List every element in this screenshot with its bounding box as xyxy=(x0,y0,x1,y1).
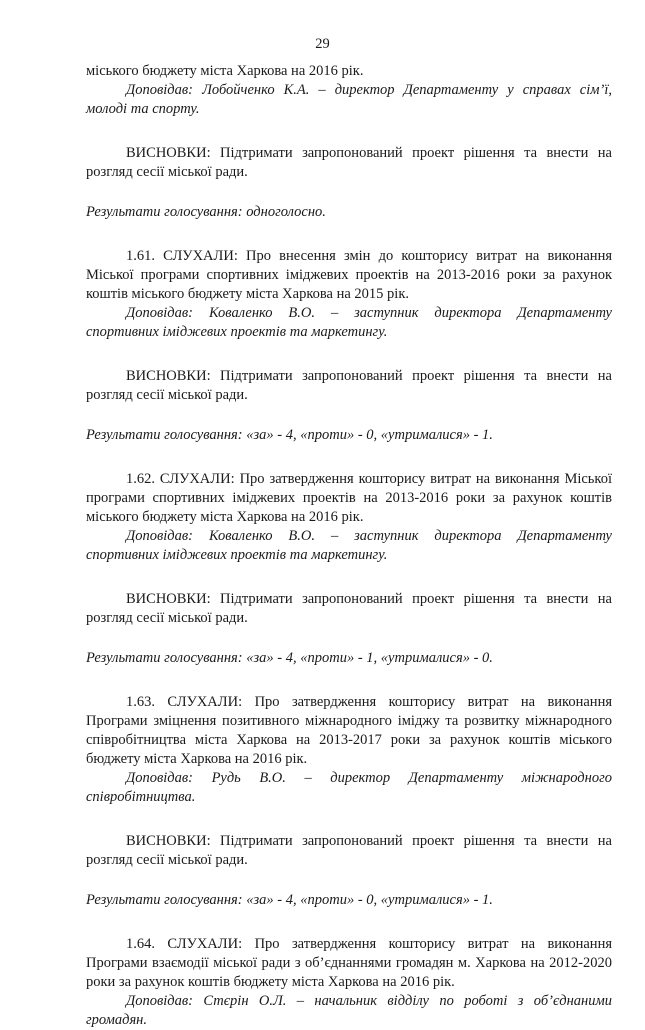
item-1-63 xyxy=(86,693,612,769)
page-number: 29 xyxy=(315,36,330,52)
item-body: Про внесення змін до кошторису витрат на виконання Міської програми спортивних іміджевих проектів на 2013-2016 роки за рахунок коштів міського бюджету міста Харкова на 2015 рік. xyxy=(86,248,612,302)
item-heading: 1.64. СЛУХАЛИ: xyxy=(126,936,243,952)
intro-speaker-label: Доповідав: xyxy=(126,82,194,98)
item-conclusion: ВИСНОВКИ: Підтримати запропонований проект рішення та внести на розгляд сесії міської ради. xyxy=(86,833,612,868)
item-speaker: Доповідав: Коваленко В.О. – заступник директора Департаменту спортивних іміджевих проектів та маркетингу. xyxy=(86,305,612,340)
item-1-61 xyxy=(86,247,612,304)
item-voting-result: Результати голосування: «за» - 4, «проти» - 0, «утрималися» - 1. xyxy=(86,427,493,443)
document-body xyxy=(86,62,612,1030)
intro-paragraph xyxy=(86,62,612,81)
item-speaker: Доповідав: Рудь В.О. – директор Департаменту міжнародного співробітництва. xyxy=(86,770,612,805)
intro-speaker xyxy=(86,81,612,119)
item-speaker: Доповідав: Коваленко В.О. – заступник директора Департаменту спортивних іміджевих проектів та маркетингу. xyxy=(86,528,612,563)
item-heading: 1.63. СЛУХАЛИ: xyxy=(126,694,243,710)
item-heading: 1.62. СЛУХАЛИ: xyxy=(126,471,235,487)
item-heading: 1.61. СЛУХАЛИ: xyxy=(126,248,238,264)
item-1-62 xyxy=(86,470,612,527)
item-body: Про затвердження кошторису витрат на виконання Програми зміцнення позитивного міжнародного іміджу та розвитку міжнародного співробітництва міста Харкова на 2013-2017 роки за рахунок коштів міського бюджету міста Харкова на 2016 рік. xyxy=(86,694,613,767)
item-body: Про затвердження кошторису витрат на виконання Програми взаємодії міської ради з об’єднаннями громадян м. Харкова на 2012-2020 роки за рахунок коштів бюджету міста Харкова на 2016 рік. xyxy=(86,936,613,990)
voting-result-0: Результати голосування: одноголосно. xyxy=(86,204,326,220)
item-voting-result: Результати голосування: «за» - 4, «проти» - 0, «утрималися» - 1. xyxy=(86,892,493,908)
intro-speaker-text: Лобойченко К.А. – директор Департаменту у справах сім’ї, молоді та спорту. xyxy=(86,82,613,117)
intro-text: міського бюджету міста Харкова на 2016 рік. xyxy=(86,63,364,79)
item-conclusion: ВИСНОВКИ: Підтримати запропонований проект рішення та внести на розгляд сесії міської ради. xyxy=(86,368,612,403)
item-speaker: Доповідав: Стєрін О.Л. – начальник відділу по роботі з об’єднаними громадян. xyxy=(86,993,612,1028)
item-voting-result: Результати голосування: «за» - 4, «проти» - 1, «утрималися» - 0. xyxy=(86,650,493,666)
item-1-64 xyxy=(86,935,612,992)
conclusion-0: ВИСНОВКИ: Підтримати запропонований проект рішення та внести на розгляд сесії міської ради. xyxy=(86,145,612,180)
item-body: Про затвердження кошторису витрат на виконання Міської програми спортивних іміджевих проектів на 2013-2016 роки за рахунок коштів міського бюджету міста Харкова на 2016 рік. xyxy=(86,471,613,525)
item-conclusion: ВИСНОВКИ: Підтримати запропонований проект рішення та внести на розгляд сесії міської ради. xyxy=(86,591,612,626)
